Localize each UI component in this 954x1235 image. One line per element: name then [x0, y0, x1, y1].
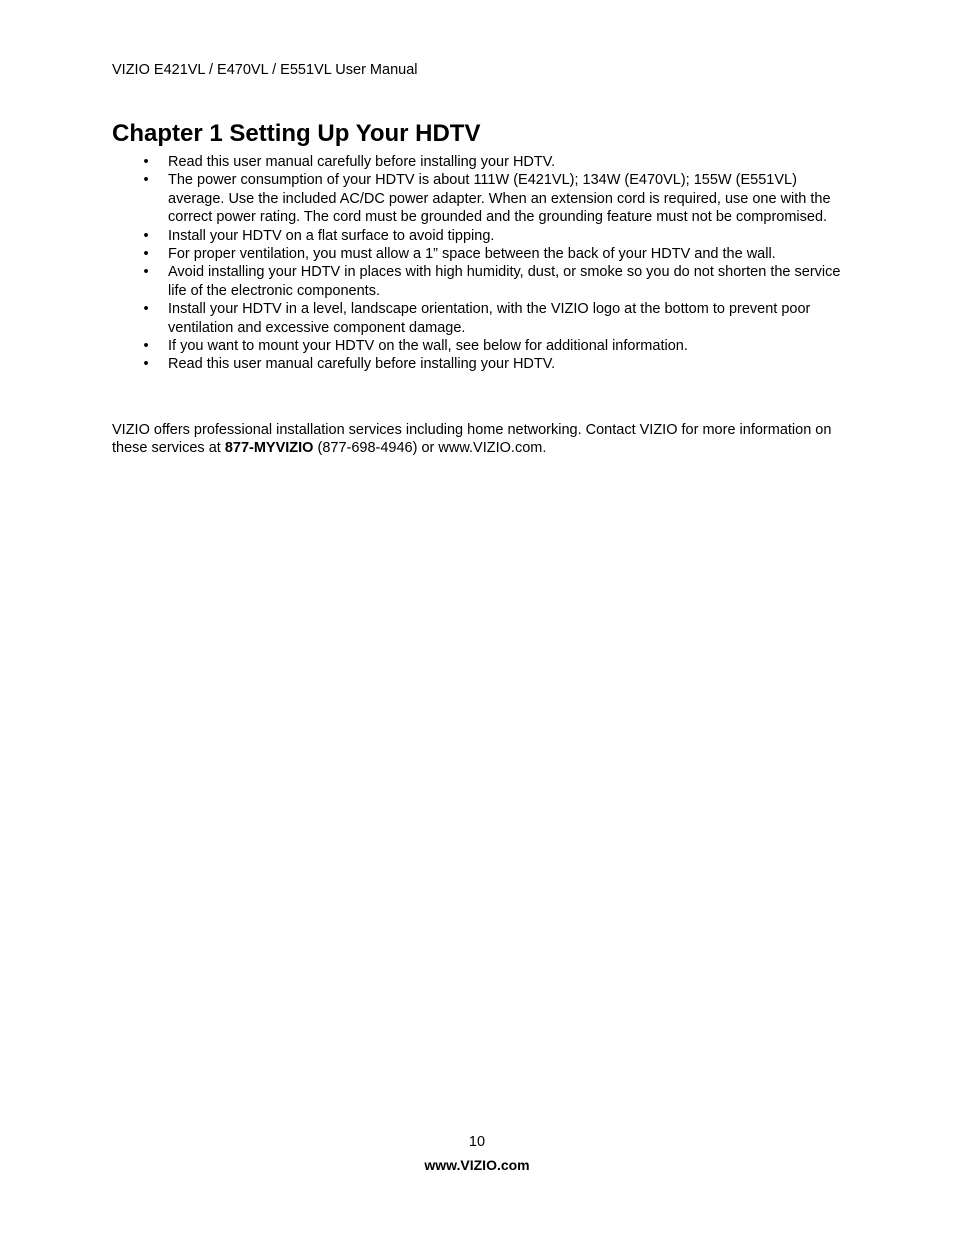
bullet-text: Install your HDTV on a flat surface to avoid tipping. [168, 227, 495, 244]
bullet-icon: • [143, 301, 149, 318]
bullet-item-humidity [112, 263, 842, 300]
bullet-text: Install your HDTV in a level, landscape orientation, with the VIZIO logo at the bottom to prevent poor ventilation and excessive component damage. [168, 301, 811, 336]
bullet-item-read-manual [112, 153, 842, 171]
bullet-icon: • [143, 154, 149, 170]
bullet-icon: • [143, 172, 149, 189]
chapter-title: Chapter 1 Setting Up Your HDTV [112, 120, 481, 147]
bullet-text: For proper ventilation, you must allow a 1” space between the back of your HDTV and the wall. [168, 246, 776, 263]
bullet-item-read-manual-repeat [112, 355, 842, 373]
installation-services-paragraph [112, 421, 832, 458]
bullet-icon: • [143, 338, 149, 355]
bullet-text: Read this user manual carefully before installing your HDTV. [168, 356, 556, 373]
bullet-item-wall-mount [112, 337, 842, 355]
bullet-text: Avoid installing your HDTV in places with high humidity, dust, or smoke so you do not shorten the service life of the electronic components. [168, 264, 841, 299]
running-header: VIZIO E421VL / E470VL / E551VL User Manual [112, 62, 418, 78]
bullet-item-power-consumption [112, 171, 842, 226]
bullet-text: The power consumption of your HDTV is about 111W (E421VL); 134W (E470VL); 155W (E551VL) average. Use the included AC/DC power adapter. When an extension cord is required, use one with the correct power rating. The cord must be grounded and the grounding feature must not be compromised. [168, 172, 831, 226]
bullet-item-orientation [112, 300, 842, 337]
bullet-text: Read this user manual carefully before installing your HDTV. [168, 154, 556, 170]
bullet-item-ventilation [112, 245, 842, 263]
bullet-item-flat-surface [112, 227, 842, 245]
bullet-icon: • [143, 264, 149, 281]
setup-bullet-list [112, 153, 842, 374]
footer-url: www.VIZIO.com [424, 1157, 530, 1173]
bullet-icon: • [143, 246, 149, 263]
info-text-before: VIZIO offers professional installation services including home networking. Contact VIZIO for more information on these services at [112, 422, 832, 457]
page-number: 10 [468, 1134, 486, 1150]
bullet-text: If you want to mount your HDTV on the wall, see below for additional information. [168, 338, 688, 355]
bullet-icon: • [143, 227, 149, 244]
bullet-icon: • [143, 356, 149, 373]
info-text-after: (877-698-4946) or www.VIZIO.com. [313, 440, 547, 457]
phone-number-bold: 877-MYVIZIO [224, 440, 314, 457]
